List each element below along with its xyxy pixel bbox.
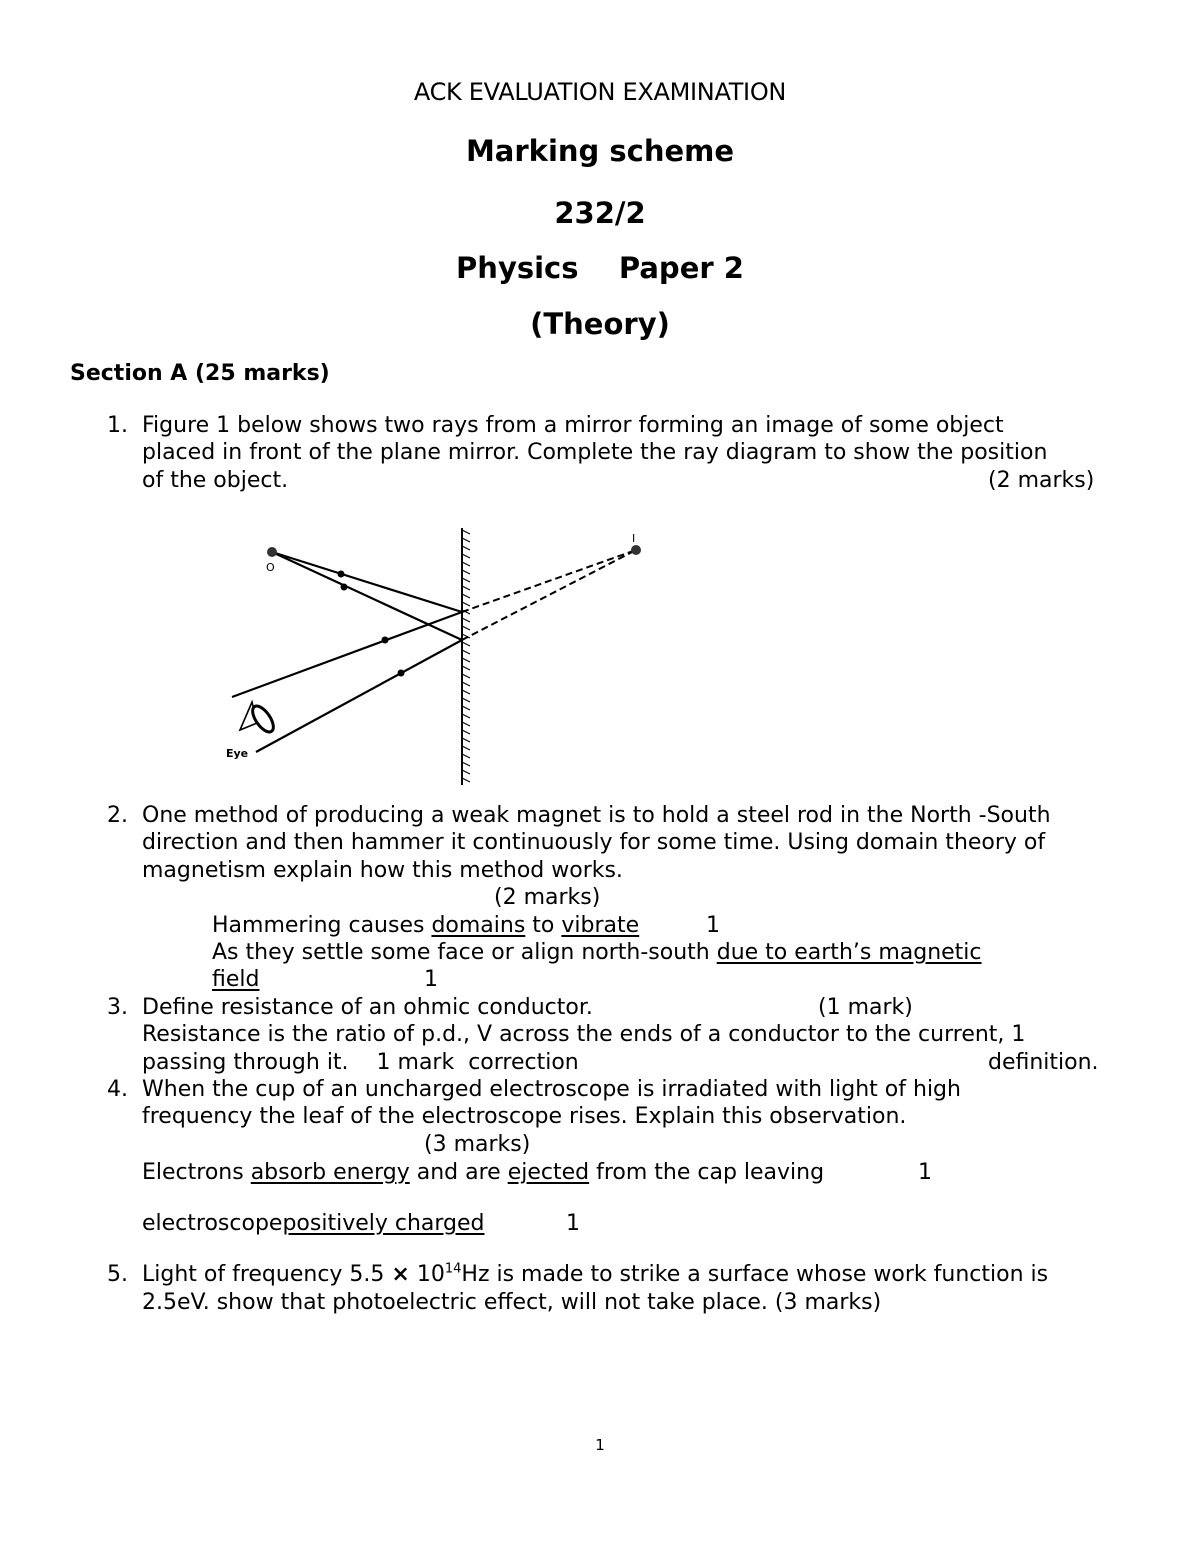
q1-text-line-3: of the object.	[142, 468, 289, 493]
object-point	[267, 547, 277, 557]
q4-answer-score-2: 1	[566, 1211, 580, 1236]
eye-icon	[240, 702, 277, 735]
paper-name: Physics Paper 2	[456, 251, 744, 285]
q1-marks: (2 marks)	[988, 468, 1095, 493]
q2-text-line-3: magnetism explain how this method works.	[142, 858, 623, 883]
q3-answer-line-1: Resistance is the ratio of p.d., V across the ends of a conductor to the current, 1	[142, 1022, 1026, 1047]
ray-diagram	[220, 520, 660, 795]
q2-text-line-1: One method of producing a weak magnet is to hold a steel rod in the North -South	[142, 803, 1051, 828]
q3-answer-line-2: passing through it. 1 mark correction	[142, 1050, 579, 1075]
q3-marks: (1 mark)	[818, 995, 913, 1020]
q1-text-line-2: placed in front of the plane mirror. Complete the ray diagram to show the position	[142, 440, 1048, 465]
q4-marks: (3 marks)	[424, 1132, 531, 1157]
incident-rays	[272, 552, 462, 640]
q1-text-line-1: Figure 1 below shows two rays from a mirror forming an image of some object	[142, 413, 1004, 438]
q5-number: 5.	[107, 1262, 128, 1287]
image-point	[631, 545, 641, 555]
q2-number: 2.	[107, 803, 128, 828]
plane-mirror	[462, 528, 470, 785]
q4-text-line-1: When the cup of an uncharged electroscope is irradiated with light of high	[142, 1077, 961, 1102]
label-eye: Eye	[226, 747, 249, 760]
paper-type: (Theory)	[530, 307, 670, 341]
exam-title: ACK EVALUATION EXAMINATION	[413, 78, 787, 106]
q3-text: Define resistance of an ohmic conductor.	[142, 995, 593, 1020]
q2-text-line-2: direction and then hammer it continuously for some time. Using domain theory of	[142, 830, 1046, 855]
q2-answer-line-1: Hammering causes domains to vibrate	[212, 913, 640, 938]
label-object: O	[266, 561, 275, 574]
q4-text-line-2: frequency the leaf of the electroscope rises. Explain this observation.	[142, 1104, 907, 1129]
q2-answer-score-2: 1	[424, 967, 438, 992]
paper-code: 232/2	[554, 196, 646, 230]
q2-answer-score-1: 1	[706, 913, 720, 938]
q3-answer-definition: definition.	[988, 1050, 1099, 1075]
label-image: I	[632, 532, 636, 545]
q2-answer-line-3: field	[212, 967, 260, 992]
subtitle: Marking scheme	[465, 134, 735, 168]
section-heading: Section A (25 marks)	[70, 361, 330, 386]
virtual-rays	[462, 550, 636, 640]
q3-number: 3.	[107, 995, 128, 1020]
q5-text-line-1: Light of frequency $5.5 \times 10^{14}Hz$ is made to strike a surface whose work function is	[142, 1261, 1049, 1287]
q4-answer-line-1: Electrons absorb energy and are ejected from the cap leaving	[142, 1160, 825, 1185]
page-number: 1	[595, 1436, 605, 1454]
q1-number: 1.	[107, 413, 128, 438]
q4-answer-score-1: 1	[918, 1160, 932, 1185]
q2-answer-line-2: As they settle some face or align north-south due to earth’s magnetic	[212, 940, 982, 965]
q4-answer-line-2: electroscopepositively charged	[142, 1211, 485, 1236]
q2-marks: (2 marks)	[494, 885, 601, 910]
q4-number: 4.	[107, 1077, 128, 1102]
q5-text-line-2: 2.5eV. show that photoelectric effect, will not take place. (3 marks)	[142, 1290, 882, 1315]
